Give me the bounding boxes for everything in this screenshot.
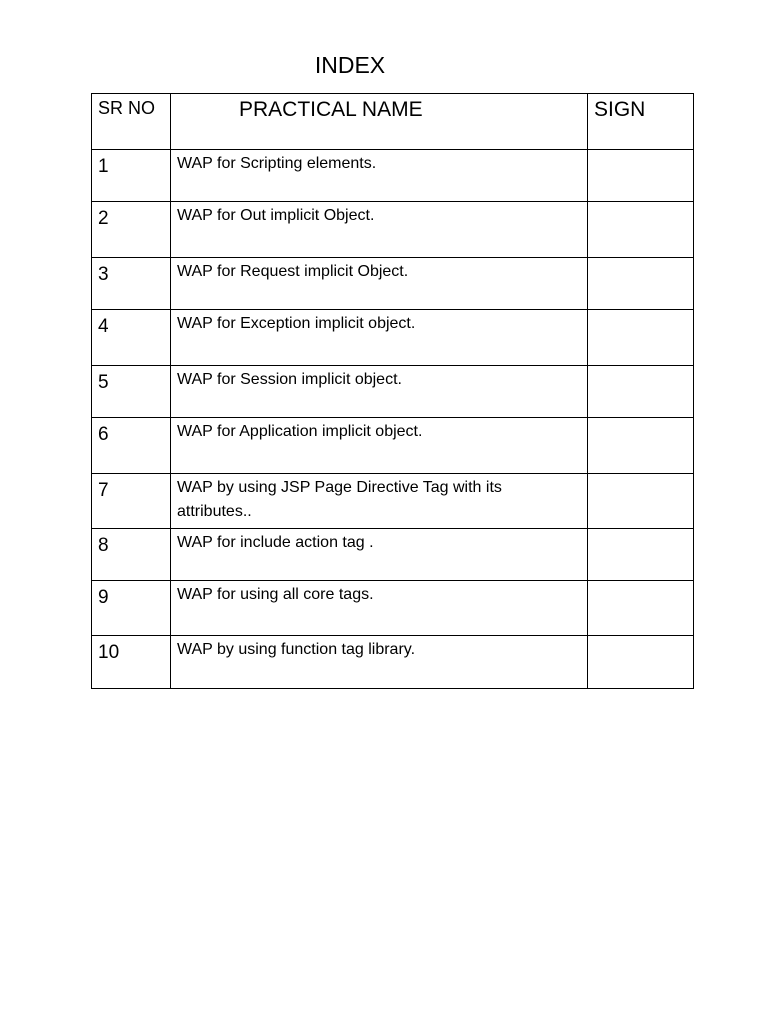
practical-name: WAP by using JSP Page Directive Tag with its attributes.. <box>171 474 588 529</box>
page-title: INDEX <box>314 52 386 78</box>
practical-name: WAP for Request implicit Object. <box>171 258 588 310</box>
table-row <box>92 202 694 258</box>
sign-cell <box>588 366 694 418</box>
header-sr-no: SR NO <box>92 94 171 150</box>
table-row <box>92 366 694 418</box>
practical-name: WAP by using function tag library. <box>171 636 588 689</box>
sign-cell <box>588 418 694 474</box>
practical-name: WAP for Session implicit object. <box>171 366 588 418</box>
practical-name: WAP for Out implicit Object. <box>171 202 588 258</box>
sign-cell <box>588 258 694 310</box>
practical-name: WAP for include action tag . <box>171 529 588 581</box>
table-row <box>92 529 694 581</box>
sign-cell <box>588 529 694 581</box>
table-row <box>92 150 694 202</box>
sr-number: 8 <box>92 529 171 581</box>
practical-name: WAP for Scripting elements. <box>171 150 588 202</box>
sr-number: 5 <box>92 366 171 418</box>
sr-number: 3 <box>92 258 171 310</box>
sign-cell <box>588 474 694 529</box>
header-sign: SIGN <box>588 94 694 150</box>
table-row <box>92 581 694 636</box>
sr-number: 10 <box>92 636 171 689</box>
table-row <box>92 474 694 529</box>
sign-cell <box>588 202 694 258</box>
sr-number: 4 <box>92 310 171 366</box>
practical-name: WAP for Exception implicit object. <box>171 310 588 366</box>
table-row <box>92 258 694 310</box>
sr-number: 2 <box>92 202 171 258</box>
practical-name: WAP for using all core tags. <box>171 581 588 636</box>
sign-cell <box>588 150 694 202</box>
table-row <box>92 418 694 474</box>
table-header-row <box>92 94 694 150</box>
sr-number: 9 <box>92 581 171 636</box>
sign-cell <box>588 310 694 366</box>
sr-number: 7 <box>92 474 171 529</box>
table-row <box>92 310 694 366</box>
table-row <box>92 636 694 689</box>
sr-number: 6 <box>92 418 171 474</box>
header-practical-name: PRACTICAL NAME <box>171 94 588 150</box>
sr-number: 1 <box>92 150 171 202</box>
index-table <box>91 93 694 689</box>
sign-cell <box>588 636 694 689</box>
sign-cell <box>588 581 694 636</box>
practical-name: WAP for Application implicit object. <box>171 418 588 474</box>
